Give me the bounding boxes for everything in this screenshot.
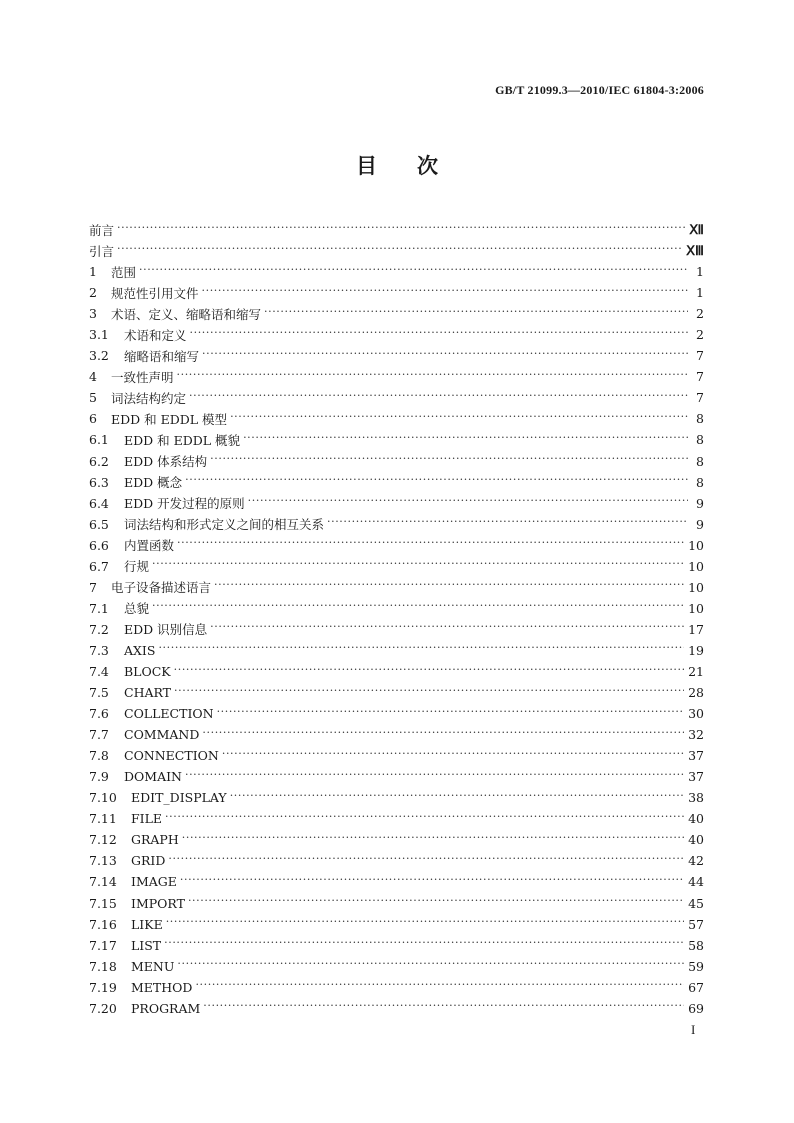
toc-entry-page: 30 — [688, 706, 704, 722]
toc-entry-number: 1 — [89, 264, 97, 280]
toc-entry-page: 21 — [688, 664, 704, 679]
toc-leader-dots — [117, 244, 682, 258]
toc-entry[interactable] — [89, 893, 704, 914]
toc-entry-number: 3.2 — [89, 348, 109, 364]
toc-entry-label: COLLECTION — [124, 706, 214, 722]
toc-entry-number: 2 — [89, 285, 97, 301]
toc-entry-number: 7.7 — [89, 727, 109, 743]
toc-entry-page: 10 — [688, 579, 704, 595]
toc-entry-page: 9 — [696, 516, 704, 532]
toc-leader-dots — [174, 665, 684, 679]
toc-entry-number: 7.16 — [89, 916, 117, 932]
table-of-contents — [89, 219, 704, 1019]
toc-entry-label: GRAPH — [131, 832, 179, 848]
toc-entry-page: 67 — [688, 979, 704, 995]
toc-entry-page: 69 — [688, 1000, 704, 1016]
toc-entry[interactable] — [89, 977, 704, 998]
toc-entry-number: 6.5 — [89, 516, 109, 532]
toc-leader-dots — [230, 791, 684, 805]
toc-entry-label: 内置函数 — [124, 538, 175, 554]
toc-entry-number: 7.1 — [89, 600, 109, 616]
toc-entry-label: 术语、定义、缩略语和缩写 — [111, 306, 262, 322]
toc-entry-label: IMPORT — [131, 895, 185, 911]
toc-leader-dots — [210, 622, 684, 636]
toc-entry-page: 10 — [688, 537, 704, 553]
toc-leader-dots — [217, 707, 685, 721]
toc-entry[interactable] — [89, 998, 704, 1019]
toc-entry-page: 40 — [688, 832, 704, 848]
toc-entry-page: 1 — [696, 285, 704, 301]
toc-entry[interactable] — [89, 219, 704, 240]
toc-entry-page: 8 — [696, 432, 704, 448]
toc-leader-dots — [195, 980, 684, 994]
toc-entry-label: 行规 — [124, 559, 150, 575]
toc-entry-label: IMAGE — [131, 874, 177, 890]
toc-entry-number: 7.6 — [89, 706, 109, 722]
toc-leader-dots — [164, 938, 684, 952]
toc-leader-dots — [182, 833, 684, 847]
toc-entry-label: 总貌 — [124, 601, 150, 617]
toc-entry-label: COMMAND — [124, 727, 200, 743]
toc-entry[interactable] — [89, 871, 704, 892]
toc-entry-label: EDD 和 EDDL 概貌 — [124, 432, 241, 448]
toc-entry-number: 7.19 — [89, 979, 117, 995]
toc-leader-dots — [222, 749, 684, 763]
toc-entry-number: 3 — [89, 306, 97, 322]
toc-entry-page: 7 — [696, 369, 704, 385]
title-part-1: 目 — [356, 153, 377, 178]
toc-entry-page: 2 — [696, 306, 704, 322]
toc-entry-page: ⅩⅢ — [686, 242, 704, 258]
toc-leader-dots — [177, 538, 684, 552]
toc-entry[interactable] — [89, 661, 704, 682]
toc-entry-label: BLOCK — [124, 664, 171, 679]
toc-entry-page: 38 — [688, 790, 704, 806]
toc-entry[interactable] — [89, 850, 704, 871]
toc-leader-dots — [327, 517, 688, 531]
toc-entry-number: 6.2 — [89, 453, 109, 469]
toc-leader-dots — [185, 770, 684, 784]
toc-entry-page: 58 — [688, 937, 704, 953]
toc-entry-label: CHART — [124, 685, 172, 701]
toc-entry-number: 7.20 — [89, 1000, 117, 1016]
toc-entry-label: 电子设备描述语言 — [111, 580, 212, 596]
toc-entry-label: LIKE — [131, 916, 163, 932]
toc-entry-label: MENU — [131, 958, 175, 974]
toc-entry-label: 规范性引用文件 — [111, 285, 199, 301]
toc-entry-label: EDD 体系结构 — [124, 454, 208, 470]
toc-entry[interactable] — [89, 282, 704, 303]
toc-entry-page: 9 — [696, 495, 704, 511]
toc-entry[interactable] — [89, 956, 704, 977]
toc-leader-dots — [230, 412, 688, 426]
toc-entry-label: EDD 和 EDDL 模型 — [111, 411, 228, 427]
toc-entry[interactable] — [89, 745, 704, 766]
toc-entry-label: GRID — [131, 853, 166, 869]
toc-entry[interactable] — [89, 724, 704, 745]
toc-leader-dots — [168, 854, 684, 868]
toc-entry-label: 词法结构和形式定义之间的相互关系 — [124, 517, 325, 533]
toc-entry-page: 10 — [688, 600, 704, 616]
toc-leader-dots — [214, 580, 684, 594]
toc-leader-dots — [264, 307, 688, 321]
toc-leader-dots — [174, 686, 684, 700]
toc-entry-number: 3.1 — [89, 327, 109, 343]
toc-leader-dots — [166, 917, 684, 931]
toc-entry-page: 32 — [688, 727, 704, 743]
toc-entry-page: 28 — [688, 685, 704, 701]
toc-entry[interactable] — [89, 829, 704, 850]
toc-leader-dots — [190, 328, 688, 342]
toc-leader-dots — [189, 391, 688, 405]
toc-entry-number: 7.11 — [89, 811, 117, 827]
toc-entry-number: 7.8 — [89, 748, 109, 764]
toc-entry-number: 7.13 — [89, 853, 117, 869]
toc-leader-dots — [203, 1001, 684, 1015]
toc-entry-number: 7.10 — [89, 790, 117, 806]
toc-entry-label: EDD 概念 — [124, 475, 183, 491]
toc-entry-number: 6.3 — [89, 474, 109, 490]
toc-entry-page: 2 — [696, 327, 704, 343]
toc-leader-dots — [185, 475, 688, 489]
toc-entry-page: 8 — [696, 453, 704, 469]
toc-entry-label: 引言 — [89, 243, 115, 259]
toc-leader-dots — [210, 454, 688, 468]
title-part-2: 次 — [417, 153, 438, 178]
toc-entry-number: 6.7 — [89, 558, 109, 574]
toc-entry[interactable] — [89, 682, 704, 703]
toc-entry-page: 7 — [696, 390, 704, 406]
toc-entry-number: 7.4 — [89, 664, 109, 679]
toc-leader-dots — [152, 559, 684, 573]
toc-entry[interactable] — [89, 303, 704, 324]
toc-entry[interactable] — [89, 429, 704, 450]
toc-leader-dots — [202, 286, 688, 300]
toc-entry-label: EDIT_DISPLAY — [131, 790, 227, 806]
toc-leader-dots — [188, 896, 684, 910]
toc-entry-number: 6 — [89, 411, 97, 427]
toc-entry-number: 7.12 — [89, 832, 117, 848]
toc-entry[interactable] — [89, 514, 704, 535]
toc-entry-page: 40 — [688, 811, 704, 827]
toc-entry-page: 19 — [688, 642, 704, 658]
toc-entry-number: 7.5 — [89, 685, 109, 701]
toc-entry-label: 缩略语和缩写 — [124, 348, 200, 364]
toc-entry-label: LIST — [131, 937, 162, 953]
toc-entry[interactable] — [89, 808, 704, 829]
toc-leader-dots — [139, 265, 688, 279]
toc-entry-label: EDD 识别信息 — [124, 622, 208, 638]
toc-entry-number: 6.4 — [89, 495, 109, 511]
toc-entry-label: AXIS — [124, 642, 156, 658]
toc-entry-label: 术语和定义 — [124, 327, 187, 343]
toc-entry-page: 57 — [688, 916, 704, 932]
toc-entry-label: EDD 开发过程的原则 — [124, 496, 245, 512]
toc-entry[interactable] — [89, 240, 704, 261]
toc-entry[interactable] — [89, 914, 704, 935]
toc-entry[interactable] — [89, 387, 704, 408]
toc-entry-label: PROGRAM — [131, 1000, 201, 1016]
toc-leader-dots — [177, 959, 684, 973]
toc-entry-page: Ⅻ — [689, 221, 704, 237]
standard-number-header: GB/T 21099.3—2010/IEC 61804-3:2006 — [495, 83, 704, 97]
toc-entry-label: FILE — [131, 811, 163, 827]
toc-entry-number: 7.3 — [89, 642, 109, 658]
toc-entry[interactable] — [89, 408, 704, 429]
toc-leader-dots — [165, 812, 684, 826]
toc-leader-dots — [202, 728, 684, 742]
toc-entry-number: 7.2 — [89, 621, 109, 637]
toc-entry[interactable] — [89, 640, 704, 661]
toc-entry[interactable] — [89, 556, 704, 577]
toc-entry-number: 7.18 — [89, 958, 117, 974]
toc-entry-label: 范围 — [111, 264, 137, 280]
toc-entry-number: 6.6 — [89, 537, 109, 553]
toc-entry-page: 37 — [688, 748, 704, 764]
toc-entry-label: 一致性声明 — [111, 369, 174, 385]
toc-entry[interactable] — [89, 472, 704, 493]
toc-entry-page: 8 — [696, 411, 704, 427]
toc-leader-dots — [202, 349, 688, 363]
toc-entry-number: 5 — [89, 390, 97, 406]
toc-entry[interactable] — [89, 577, 704, 598]
toc-entry-number: 6.1 — [89, 432, 109, 448]
toc-entry[interactable] — [89, 619, 704, 640]
toc-leader-dots — [180, 875, 684, 889]
toc-leader-dots — [177, 370, 688, 384]
page-number: I — [691, 1022, 696, 1037]
toc-entry-page: 7 — [696, 348, 704, 364]
toc-entry-label: METHOD — [131, 979, 193, 995]
toc-entry[interactable] — [89, 451, 704, 472]
toc-entry[interactable] — [89, 766, 704, 787]
toc-entry[interactable] — [89, 787, 704, 808]
toc-entry[interactable] — [89, 261, 704, 282]
toc-entry-page: 59 — [688, 958, 704, 974]
toc-entry[interactable] — [89, 598, 704, 619]
toc-entry-number: 4 — [89, 369, 97, 385]
toc-entry-number: 7.9 — [89, 769, 109, 785]
toc-entry-label: 词法结构约定 — [111, 390, 187, 406]
toc-entry-page: 1 — [696, 264, 704, 280]
toc-leader-dots — [248, 496, 688, 510]
toc-leader-dots — [158, 643, 684, 657]
toc-entry-label: CONNECTION — [124, 748, 219, 764]
page-title — [0, 150, 794, 180]
toc-entry[interactable] — [89, 493, 704, 514]
toc-entry-page: 45 — [688, 895, 704, 911]
toc-entry-number: 7.14 — [89, 874, 117, 890]
toc-entry-page: 17 — [688, 621, 704, 637]
toc-leader-dots — [117, 223, 685, 237]
toc-entry-number: 7.17 — [89, 937, 117, 953]
toc-entry[interactable] — [89, 703, 704, 724]
toc-entry-number: 7 — [89, 579, 97, 595]
toc-entry-number: 7.15 — [89, 895, 117, 911]
toc-entry[interactable] — [89, 535, 704, 556]
toc-leader-dots — [243, 433, 688, 447]
toc-entry[interactable] — [89, 345, 704, 366]
toc-entry[interactable] — [89, 935, 704, 956]
toc-entry-label: 前言 — [89, 222, 115, 238]
toc-leader-dots — [152, 601, 684, 615]
toc-entry-label: DOMAIN — [124, 769, 182, 785]
toc-entry-page: 44 — [688, 874, 704, 890]
toc-entry[interactable] — [89, 366, 704, 387]
toc-entry-page: 37 — [688, 769, 704, 785]
toc-entry-page: 10 — [688, 558, 704, 574]
toc-entry-page: 42 — [688, 853, 704, 869]
toc-entry[interactable] — [89, 324, 704, 345]
toc-entry-page: 8 — [696, 474, 704, 490]
